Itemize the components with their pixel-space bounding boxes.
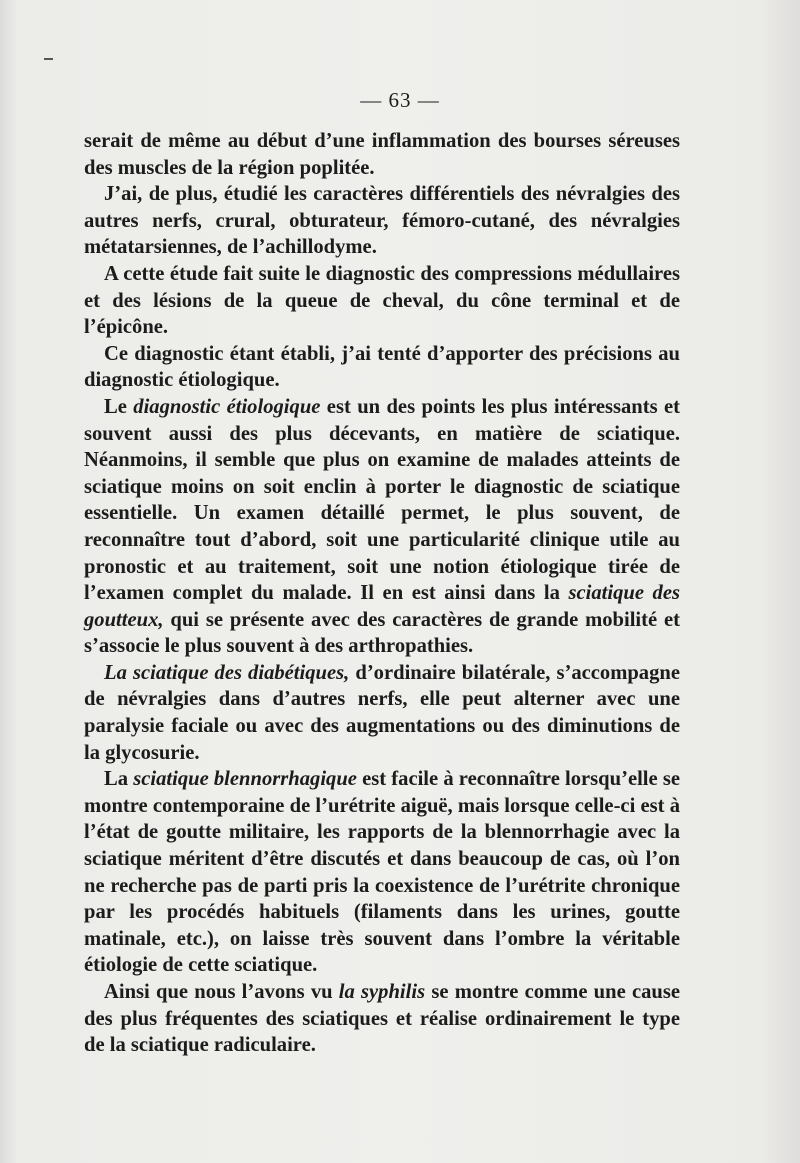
- paragraph-5: [84, 394, 680, 660]
- italic-term: sciatique des goutteux,: [84, 582, 681, 631]
- page-number: — 63 —: [360, 88, 440, 112]
- text-run: est facile à reconnaître lorsqu’elle se montre contemporaine de l’urétrite aiguë, mais lorsque celle-ci est à l’état de goutte militaire, les rapports de la blennorrhagie avec la sciatique méritent d’être discutés et dans beaucoup de cas, où l’on ne recherche pas de parti pris la coexistence de l’urétrite chronique par les procédés habituels (filaments dans les urines, goutte matinale, etc.), on laisse très souvent dans l’ombre la véritable étiologie de cette sciatique.: [84, 768, 680, 977]
- italic-term: la syphilis: [338, 981, 426, 1003]
- paragraph-6: [84, 660, 680, 766]
- paragraph-1: [84, 128, 680, 181]
- text-run: qui se présente avec des caractères de grande mobilité et s’associe le plus souvent à des arthropathies.: [84, 608, 680, 658]
- paragraph-3: [84, 261, 680, 341]
- text-run: Ainsi que nous l’avons vu: [104, 981, 339, 1003]
- text-run: J’ai, de plus, étudié les caractères différentiels des névralgies des autres nerfs, crural, obturateur, fémoro-cutané, des névralgies métatarsiennes, de l’achillodyme.: [84, 183, 680, 259]
- text-run: est un des points les plus intéressants et souvent aussi des plus décevants, en matière de sciatique. Néanmoins, il semble que plus on examine de malades atteints de sciatique moins on soit enclin à porter le diagnostic de sciatique essentielle. Un examen détaillé permet, le plus souvent, de reconnaître tout d’abord, soit une particularité clinique utile au pronostic et au traitement, soit une notion étiologique tirée de l’examen complet du malade. Il en est ainsi dans la: [84, 395, 681, 605]
- text-run: Le: [104, 395, 134, 418]
- paragraph-2: [84, 181, 680, 261]
- text-run: d’ordinaire bilatérale, s’accompagne de névralgies dans d’autres nerfs, elle peut alterner avec une paralysie faciale ou avec des augmentations ou des diminutions de la glycosurie.: [84, 661, 680, 764]
- italic-term: sciatique blennorrhagique: [133, 768, 357, 791]
- text-run: La: [104, 768, 134, 791]
- text-run: A cette étude fait suite le diagnostic des compressions médullaires et des lésions de la queue de cheval, du cône terminal et de l’épicône.: [84, 262, 680, 339]
- italic-term: La sciatique des diabétiques,: [104, 661, 350, 684]
- paragraph-8: [84, 979, 680, 1059]
- body-text: [84, 128, 680, 1059]
- paragraph-7: [84, 766, 680, 979]
- text-run: Ce diagnostic étant établi, j’ai tenté d’apporter des précisions au diagnostic étiologique.: [84, 342, 680, 392]
- italic-term: diagnostic étiologique: [133, 395, 321, 418]
- text-run: se montre comme une cause des plus fréquentes des sciatiques et réalise ordinairement le type de la sciatique radiculaire.: [84, 981, 680, 1057]
- text-run: serait de même au début d’une inflammation des bourses séreuses des muscles de la région poplitée.: [84, 130, 680, 179]
- scan-edge-mark: [44, 58, 53, 60]
- paragraph-4: [84, 341, 680, 394]
